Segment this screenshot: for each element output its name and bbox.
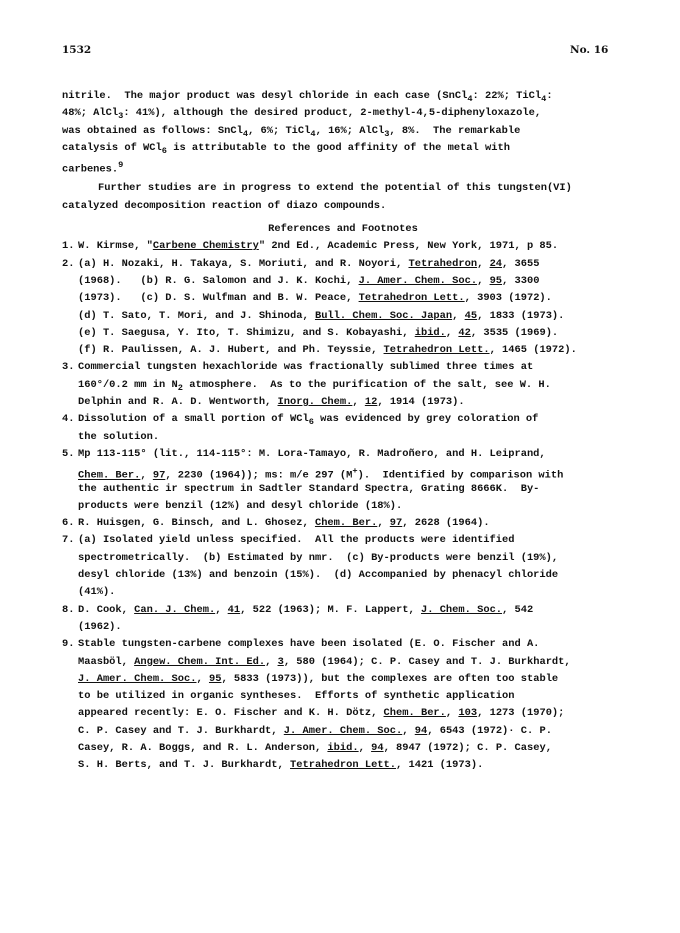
text-run: : 22%; TiCl bbox=[472, 90, 542, 102]
text-run: J. Amer. Chem. Soc. bbox=[283, 724, 403, 737]
text-run: Tetrahedron Lett. bbox=[358, 292, 465, 305]
reference-8 bbox=[62, 602, 624, 637]
text-line: catalyzed decomposition reaction of diazo compounds. bbox=[62, 199, 387, 212]
text-run: , bbox=[445, 707, 459, 720]
reference-9 bbox=[62, 636, 624, 774]
text-run: Chem. Ber. bbox=[78, 469, 141, 482]
text-run bbox=[62, 256, 624, 273]
reference-7 bbox=[62, 532, 624, 601]
subscript: 6 bbox=[308, 417, 314, 428]
text-run: Commercial tungsten hexachloride was fractionally sublimed three times at bbox=[78, 361, 534, 374]
text-run: Chem. Ber. bbox=[314, 517, 378, 530]
text-run: 45 bbox=[464, 309, 478, 322]
text-run: spectrometrically. (b) Estimated by nmr. (c) By-products were benzil (19%), bbox=[78, 551, 559, 564]
text-run: was evidenced by grey coloration of bbox=[313, 413, 539, 426]
text-run: Inorg. Chem. bbox=[277, 396, 353, 409]
text-run: (d) T. Sato, T. Mori, and J. Shinoda, bbox=[78, 309, 315, 322]
text-run: Chem. Ber. bbox=[383, 707, 446, 720]
subscript: 6 bbox=[161, 145, 167, 156]
text-run: (1962). bbox=[78, 620, 122, 633]
text-run bbox=[62, 325, 624, 342]
text-line bbox=[62, 88, 624, 105]
text-run: J. Amer. Chem. Soc. bbox=[78, 672, 197, 685]
text-run: Maasböl, bbox=[78, 655, 135, 668]
text-run: , bbox=[477, 274, 490, 287]
text-run: (41%). bbox=[78, 586, 116, 599]
text-run: , 3655 bbox=[502, 257, 540, 270]
text-run: , 16%; AlCl bbox=[315, 124, 385, 137]
references-heading: References and Footnotes bbox=[268, 223, 418, 236]
text-run: , 5833 (1973)), but the complexes are often too stable bbox=[221, 672, 559, 685]
text-run bbox=[62, 308, 624, 325]
subscript: 2 bbox=[177, 382, 183, 393]
text-run: , 3903 (1972). bbox=[464, 292, 552, 305]
text-run: (f) R. Paulissen, A. J. Hubert, and Ph. Teyssie, bbox=[78, 344, 384, 357]
text-run: , bbox=[477, 257, 490, 270]
text-run: nitrile. The major product was desyl chloride in each case (SnCl bbox=[62, 90, 468, 102]
text-run: , bbox=[445, 326, 459, 339]
text-run: 41 bbox=[227, 603, 241, 616]
text-run: 103 bbox=[458, 707, 478, 720]
text-run: the authentic ir spectrum in Sadtler Standard Spectra, Grating 8666K. By- bbox=[78, 482, 540, 495]
text-run: ibid. bbox=[327, 741, 359, 754]
issue-number: No. 16 bbox=[570, 44, 609, 56]
text-run: Mp 113-115° (lit., 114-115°: M. Lora-Tamayo, R. Madroñero, and H. Leiprand, bbox=[78, 447, 546, 460]
text-run: Delphin and R. A. D. Wentworth, bbox=[78, 396, 278, 409]
text-run: 95 bbox=[489, 274, 503, 287]
text-run: Carbene Chemistry bbox=[152, 240, 259, 253]
text-run: 94 bbox=[414, 724, 428, 737]
reference-6 bbox=[62, 515, 624, 532]
text-run: was obtained as follows: SnCl bbox=[62, 124, 243, 137]
text-run: appeared recently: E. O. Fischer and K. H. Dötz, bbox=[78, 707, 384, 720]
text-run: W. Kirmse, " bbox=[78, 240, 153, 253]
text-run bbox=[62, 463, 624, 480]
text-run: 95 bbox=[208, 672, 222, 685]
text-run: (e) T. Saegusa, Y. Ito, T. Shimizu, and S. Kobayashi, bbox=[78, 326, 415, 339]
text-run: , bbox=[352, 396, 365, 409]
text-run: C. P. Casey and T. J. Burkhardt, bbox=[78, 724, 284, 737]
text-run bbox=[62, 757, 624, 774]
text-run: , 1833 (1973). bbox=[477, 309, 565, 322]
paragraph-further-studies bbox=[62, 180, 624, 215]
subscript: 3 bbox=[118, 111, 124, 122]
superscript: 9 bbox=[118, 160, 124, 171]
text-run: Dissolution of a small portion of WCl bbox=[78, 413, 309, 426]
subscript: 4 bbox=[310, 128, 316, 139]
text-run: , 6543 (1972)· C. P. bbox=[427, 724, 552, 737]
text-run: 3. bbox=[62, 361, 75, 374]
text-run: J. Chem. Soc. bbox=[420, 603, 503, 616]
text-run: 8. bbox=[62, 603, 75, 616]
text-run: D. Cook, bbox=[78, 603, 135, 616]
reference-2 bbox=[62, 256, 624, 360]
text-run: Stable tungsten-carbene complexes have been isolated (E. O. Fischer and A. bbox=[78, 638, 540, 651]
text-run: the solution. bbox=[78, 430, 160, 443]
text-run: 94 bbox=[371, 741, 384, 754]
text-run: , 3300 bbox=[502, 274, 540, 287]
text-run bbox=[62, 671, 624, 688]
text-run: (1973). (c) D. S. Wulfman and B. W. Peace, bbox=[78, 292, 359, 305]
text-run: 97 bbox=[389, 517, 403, 530]
text-run: is attributable to the good affinity of the metal with bbox=[166, 141, 510, 154]
text-run: , 2230 (1964)); ms: m/e 297 (M bbox=[165, 469, 353, 482]
text-run: , 3535 (1969). bbox=[470, 326, 559, 339]
text-run: 9. bbox=[62, 638, 75, 651]
text-run: , 580 (1964); C. P. Casey and T. J. Burkhardt, bbox=[283, 655, 571, 668]
text-run: , bbox=[377, 517, 390, 530]
text-run: " 2nd Ed., Academic Press, New York, 1971, p 85. bbox=[258, 240, 559, 253]
text-line bbox=[62, 105, 624, 122]
text-run: Casey, R. A. Boggs, and R. L. Anderson, bbox=[78, 741, 328, 754]
text-run: 160°/0.2 mm in N bbox=[78, 378, 178, 391]
reference-5 bbox=[62, 446, 624, 515]
text-run bbox=[62, 342, 624, 359]
text-run: , bbox=[452, 309, 465, 322]
text-run bbox=[62, 636, 624, 653]
text-run: carbenes. bbox=[62, 163, 119, 176]
text-run: 3 bbox=[277, 655, 284, 668]
text-run: , 2628 (1964). bbox=[402, 517, 490, 530]
text-run: 4. bbox=[62, 413, 75, 426]
text-run: 97 bbox=[152, 469, 166, 482]
superscript: + bbox=[352, 466, 358, 477]
text-line bbox=[62, 157, 624, 174]
text-run: ). Identified by comparison with bbox=[357, 469, 564, 482]
text-run bbox=[62, 290, 624, 307]
text-run: : bbox=[546, 90, 553, 102]
text-run: , 1914 (1973). bbox=[377, 396, 465, 409]
text-run bbox=[62, 377, 624, 394]
text-run: 42 bbox=[458, 326, 471, 339]
text-run bbox=[62, 705, 624, 722]
text-run: , 1273 (1970); bbox=[477, 707, 565, 720]
subscript: 4 bbox=[467, 94, 473, 105]
page-number: 1532 bbox=[62, 44, 92, 56]
text-run: ibid. bbox=[414, 326, 446, 339]
text-run: catalysis of WCl bbox=[62, 141, 162, 154]
text-run: Bull. Chem. Soc. Japan bbox=[314, 309, 453, 322]
text-run: Angew. Chem. Int. Ed. bbox=[134, 655, 266, 668]
text-run: S. H. Berts, and T. J. Burkhardt, bbox=[78, 759, 291, 772]
text-run: , bbox=[402, 724, 415, 737]
text-run bbox=[62, 394, 624, 411]
text-run: Tetrahedron Lett. bbox=[383, 344, 490, 357]
text-run: , bbox=[140, 469, 153, 482]
text-run bbox=[62, 359, 624, 376]
reference-1 bbox=[62, 238, 624, 255]
text-run: 12 bbox=[364, 396, 378, 409]
text-run: J. Amer. Chem. Soc. bbox=[358, 274, 478, 287]
text-line: Further studies are in progress to extend the potential of this tungsten(VI) bbox=[98, 182, 572, 195]
subscript: 4 bbox=[541, 94, 547, 105]
reference-3 bbox=[62, 359, 624, 411]
text-run bbox=[62, 723, 624, 740]
text-run: : 41%), although the desired product, 2-methyl-4,5-diphenyloxazole, bbox=[123, 107, 542, 120]
text-run: 1. bbox=[62, 240, 75, 253]
text-run bbox=[62, 446, 624, 463]
text-run bbox=[62, 532, 624, 549]
text-run: , bbox=[265, 655, 278, 668]
text-run: , 542 bbox=[502, 603, 534, 616]
text-run: (1968). (b) R. G. Salomon and J. K. Kochi, bbox=[78, 274, 359, 287]
text-run: , 8%. The remarkable bbox=[389, 124, 521, 137]
text-run: , bbox=[358, 741, 372, 754]
text-run: , bbox=[215, 603, 228, 616]
text-run: (a) H. Nozaki, H. Takaya, S. Moriuti, and R. Noyori, bbox=[78, 257, 409, 270]
text-run: Can. J. Chem. bbox=[134, 603, 216, 616]
text-run: , 8947 (1972); C. P. Casey, bbox=[383, 741, 552, 754]
paragraph-results bbox=[62, 88, 624, 174]
text-run bbox=[62, 602, 624, 619]
text-run bbox=[62, 411, 624, 428]
text-line bbox=[62, 140, 624, 157]
text-run: 7. bbox=[62, 534, 75, 547]
text-run: to be utilized in organic syntheses. Efforts of synthetic application bbox=[78, 690, 515, 703]
text-run: Tetrahedron bbox=[408, 257, 478, 270]
text-run: atmosphere. As to the purification of the salt, see W. H. bbox=[182, 378, 551, 391]
text-run: 6. bbox=[62, 517, 75, 530]
text-line bbox=[62, 123, 624, 140]
text-run: , bbox=[196, 672, 209, 685]
text-run: 2. bbox=[62, 257, 75, 270]
text-run: , 1421 (1973). bbox=[396, 759, 484, 772]
text-run bbox=[62, 740, 624, 757]
text-run: , 522 (1963); M. F. Lappert, bbox=[240, 603, 421, 616]
text-run: 48%; AlCl bbox=[62, 107, 119, 120]
text-run: , 6%; TiCl bbox=[248, 124, 311, 137]
text-run: R. Huisgen, G. Binsch, and L. Ghosez, bbox=[78, 517, 315, 530]
text-run: 24 bbox=[489, 257, 503, 270]
text-run bbox=[62, 273, 624, 290]
subscript: 3 bbox=[384, 128, 390, 139]
text-run bbox=[62, 654, 624, 671]
article-body bbox=[62, 88, 624, 775]
text-run: (a) Isolated yield unless specified. All the products were identified bbox=[78, 534, 515, 547]
text-run: products were benzil (12%) and desyl chloride (18%). bbox=[78, 499, 403, 512]
subscript: 4 bbox=[242, 128, 249, 139]
text-run: 5. bbox=[62, 447, 75, 460]
reference-4 bbox=[62, 411, 624, 446]
text-run: desyl chloride (13%) and benzoin (15%). (d) Accompanied by phenacyl chloride bbox=[78, 569, 559, 582]
text-run: , 1465 (1972). bbox=[489, 344, 577, 357]
text-run: Tetrahedron Lett. bbox=[290, 759, 397, 772]
